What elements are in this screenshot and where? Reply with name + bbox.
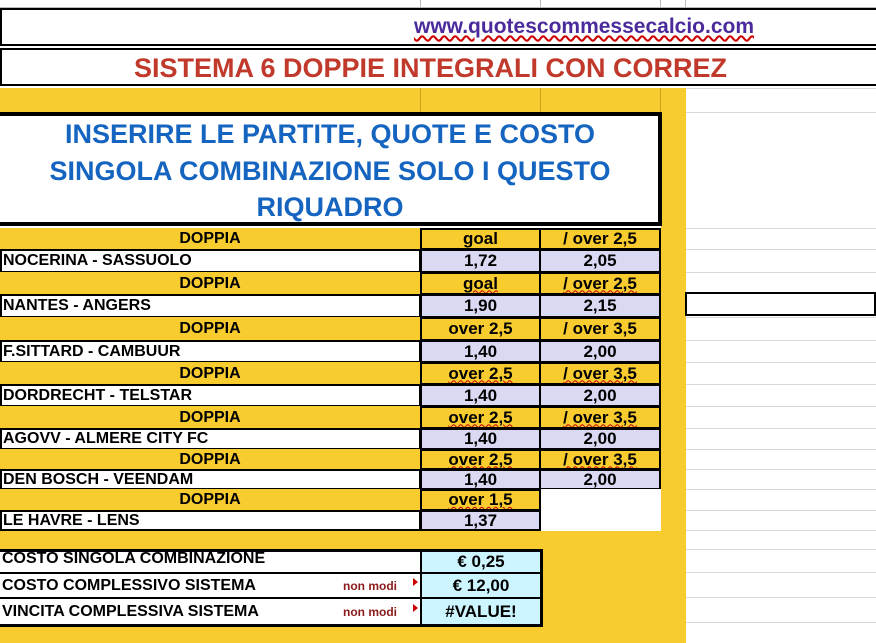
odd-1[interactable]: 1,90 xyxy=(420,294,541,318)
selection-2[interactable]: / over 3,5 xyxy=(539,362,661,385)
selection-1[interactable]: goal xyxy=(420,272,541,295)
odd-1[interactable]: 1,72 xyxy=(420,249,541,273)
odd-2[interactable]: 2,00 xyxy=(539,340,661,363)
selected-cell[interactable] xyxy=(685,292,876,316)
yellow-bottom xyxy=(0,627,686,643)
col-divider xyxy=(420,88,421,112)
vincita-note: non modi xyxy=(343,604,397,619)
odd-1[interactable]: 1,40 xyxy=(420,469,541,490)
selection-1[interactable]: over 2,5 xyxy=(420,362,541,385)
instructions-line-3: RIQUADRO xyxy=(256,191,404,222)
odd-1[interactable]: 1,40 xyxy=(420,340,541,363)
vincita-value: #VALUE! xyxy=(422,599,540,624)
top-strip-divider xyxy=(540,0,541,8)
instructions-line-1: INSERIRE LE PARTITE, QUOTE E COSTO xyxy=(64,118,596,149)
top-strip-divider xyxy=(660,0,661,8)
comment-marker xyxy=(413,578,418,586)
doppia-label: DOPPIA xyxy=(0,362,420,385)
selection-1[interactable]: over 2,5 xyxy=(420,449,541,470)
instructions-line-2: SINGOLA COMBINAZIONE SOLO I QUESTO xyxy=(49,155,611,186)
odd-1[interactable]: 1,40 xyxy=(420,384,541,407)
odd-1[interactable]: 1,40 xyxy=(420,428,541,450)
costo-singola-value[interactable]: € 0,25 xyxy=(422,552,540,572)
odd-2[interactable]: 2,00 xyxy=(539,384,661,407)
odd-2[interactable]: 2,15 xyxy=(539,294,661,318)
match-name[interactable]: NANTES - ANGERS xyxy=(0,294,421,318)
match-name[interactable]: DORDRECHT - TELSTAR xyxy=(0,384,421,407)
empty-cell xyxy=(541,489,661,530)
yellow-band xyxy=(0,88,686,112)
selection-2[interactable]: / over 2,5 xyxy=(539,272,661,295)
top-strip-divider xyxy=(685,0,686,8)
page-title: SISTEMA 6 DOPPIE INTEGRALI CON CORREZ xyxy=(134,52,728,83)
odd-2[interactable]: 2,00 xyxy=(539,469,661,490)
match-name[interactable]: LE HAVRE - LENS xyxy=(0,510,421,531)
odd-2[interactable]: 2,00 xyxy=(539,428,661,450)
selection-2[interactable]: / over 3,5 xyxy=(539,449,661,470)
doppia-label: DOPPIA xyxy=(0,228,420,250)
match-name[interactable]: NOCERINA - SASSUOLO xyxy=(0,249,421,273)
match-name[interactable]: F.SITTARD - CAMBUUR xyxy=(0,340,421,363)
top-strip-divider xyxy=(420,0,421,8)
selection-2[interactable]: / over 3,5 xyxy=(539,406,661,429)
doppia-label: DOPPIA xyxy=(0,489,420,511)
top-strip xyxy=(0,0,876,8)
col-divider xyxy=(660,88,661,112)
selection-1[interactable]: over 2,5 xyxy=(420,317,541,341)
doppia-label: DOPPIA xyxy=(0,406,420,429)
selection-2[interactable]: / over 2,5 xyxy=(539,228,661,250)
selection-1[interactable]: goal xyxy=(420,228,541,250)
website-link[interactable]: www.quotescommessecalcio.com xyxy=(414,15,755,38)
costo-singola-label: COSTO SINGOLA COMBINAZIONE xyxy=(2,550,266,567)
col-divider xyxy=(540,88,541,112)
costo-complessivo-note: non modi xyxy=(343,578,397,593)
costo-complessivo-label: COSTO COMPLESSIVO SISTEMA xyxy=(2,576,256,594)
odd-1[interactable]: 1,37 xyxy=(420,510,541,531)
costo-complessivo-value: € 12,00 xyxy=(422,574,540,597)
vincita-label: VINCITA COMPLESSIVA SISTEMA xyxy=(2,602,259,620)
selection-1[interactable]: over 1,5 xyxy=(420,489,541,511)
comment-marker xyxy=(413,604,418,612)
doppia-label: DOPPIA xyxy=(0,449,420,470)
match-name[interactable]: DEN BOSCH - VEENDAM xyxy=(0,469,421,490)
yellow-column xyxy=(661,112,686,643)
selection-2[interactable]: / over 3,5 xyxy=(539,317,661,341)
match-name[interactable]: AGOVV - ALMERE CITY FC xyxy=(0,428,421,450)
selection-1[interactable]: over 2,5 xyxy=(420,406,541,429)
odd-2[interactable]: 2,05 xyxy=(539,249,661,273)
doppia-label: DOPPIA xyxy=(0,317,420,341)
doppia-label: DOPPIA xyxy=(0,272,420,295)
